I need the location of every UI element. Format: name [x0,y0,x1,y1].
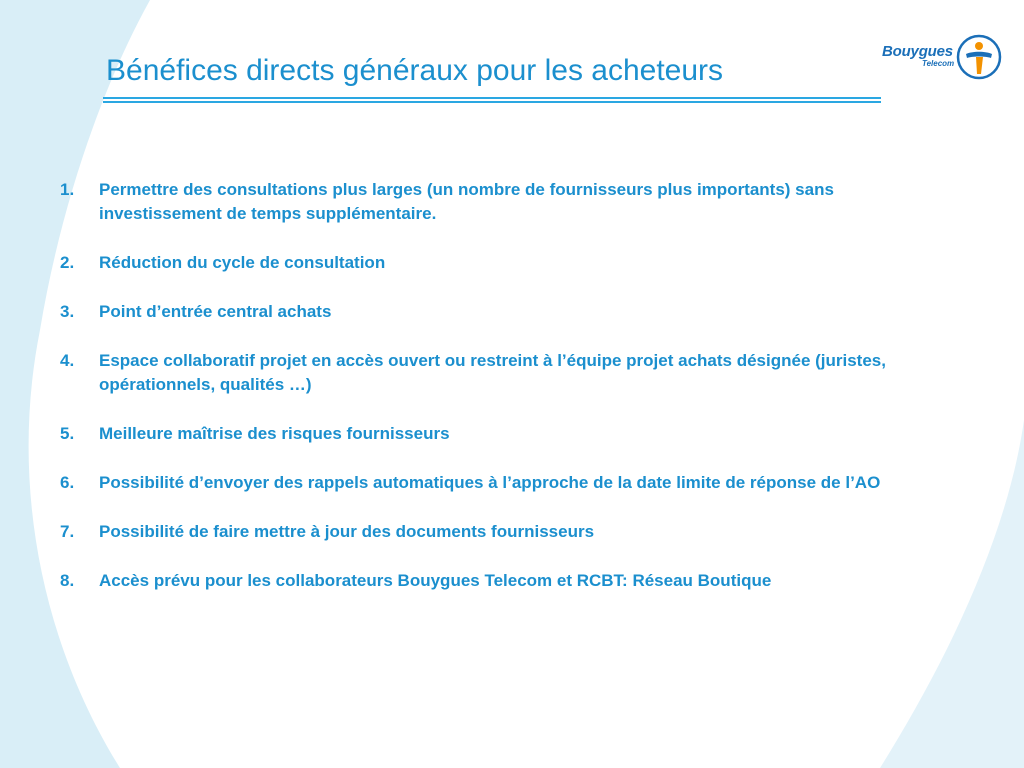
list-item-number: 3. [60,302,75,321]
list-item [60,471,950,495]
list-item-text: Possibilité d’envoyer des rappels automatiques à l’approche de la date limite de réponse de l’AO [99,473,881,492]
list-item-number: 7. [60,522,75,541]
list-item [60,349,950,397]
benefits-list [60,178,950,618]
list-item [60,178,950,226]
title-underline-second [103,101,881,103]
list-item-text: Réduction du cycle de consultation [99,253,386,272]
list-item-number: 5. [60,424,75,443]
list-item-text: Point d’entrée central achats [99,302,332,321]
list-item-number: 8. [60,571,75,590]
list-item-text: Permettre des consultations plus larges (un nombre de fournisseurs plus importants) sans investissement de temps supplémentaire. [99,180,834,223]
title-underline [103,97,881,99]
list-item [60,520,950,544]
list-item [60,422,950,446]
list-item [60,300,950,324]
list-item-number: 2. [60,253,75,272]
list-item [60,251,950,275]
list-item [60,569,950,593]
list-item-number: 1. [60,180,75,199]
list-item-number: 4. [60,351,75,370]
bouygues-telecom-figure-icon [956,34,1002,80]
slide-title: Bénéfices directs généraux pour les acheteurs [106,54,724,87]
list-item-number: 6. [60,473,75,492]
list-item-text: Possibilité de faire mettre à jour des documents fournisseurs [99,522,595,541]
list-item-text: Meilleure maîtrise des risques fournisseurs [99,424,450,443]
logo-word: Bouygues [882,43,953,60]
logo-sub: Telecom [922,59,955,68]
list-item-text: Espace collaboratif projet en accès ouvert ou restreint à l’équipe projet achats désignée (juristes, opérationnels, qualités …) [99,351,886,394]
bouygues-telecom-logo [882,32,1002,82]
list-item-text: Accès prévu pour les collaborateurs Bouygues Telecom et RCBT: Réseau Boutique [99,571,772,590]
